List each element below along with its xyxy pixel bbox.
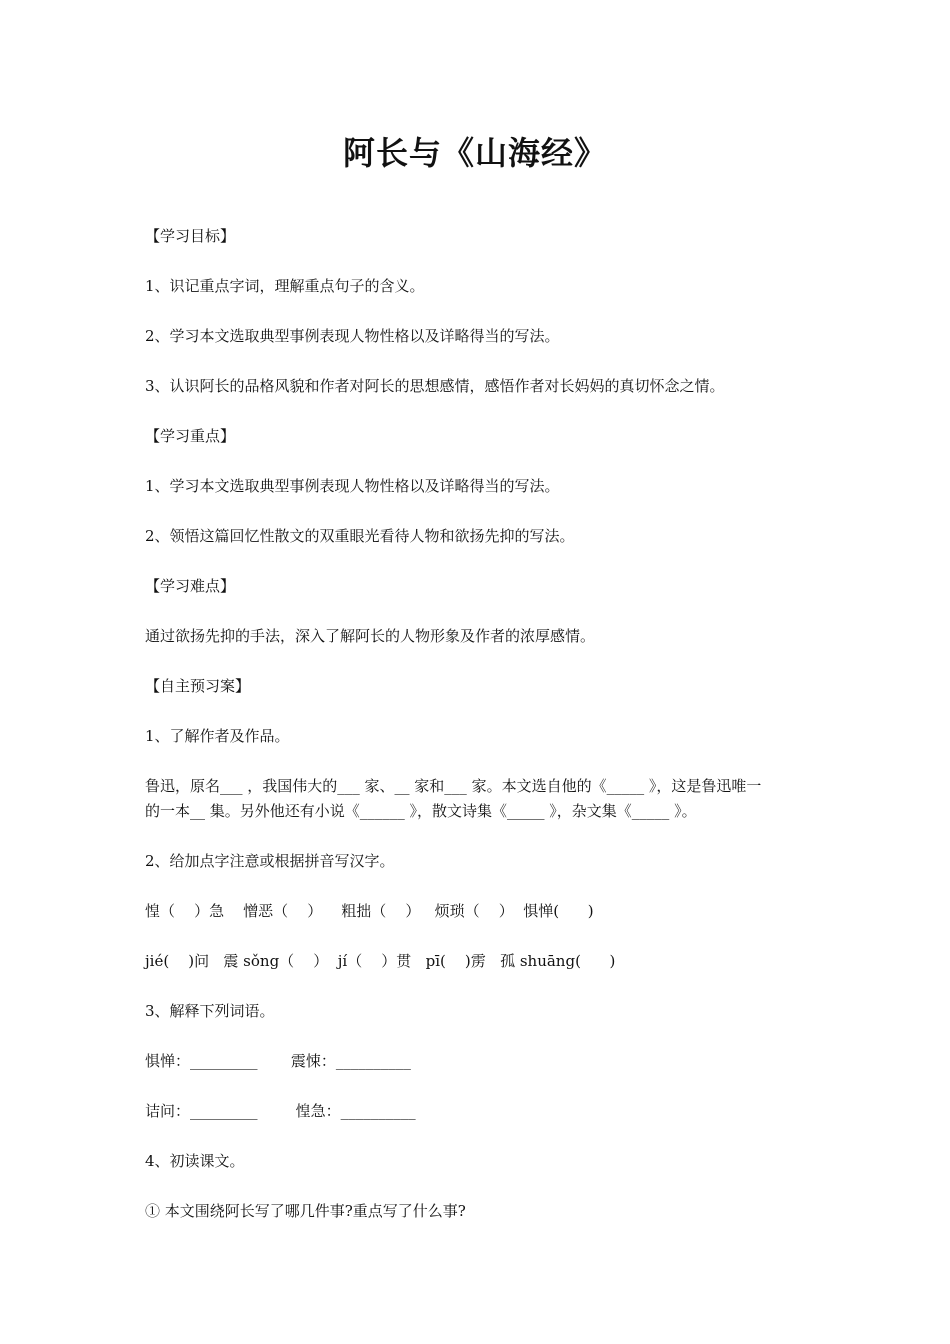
preview-item-3: 3、解释下列词语。	[145, 1002, 275, 1020]
goal-item-2: 2、学习本文选取典型事例表现人物性格以及详略得当的写法。	[145, 327, 560, 345]
pinyin-exercise-line-2: jié( )问 震 sǒng（ ） jí（ ）贯 pī( )雳 孤 shuāng( )	[145, 952, 616, 970]
preview-item-2: 2、给加点字注意或根据拼音写汉字。	[145, 852, 395, 870]
section-heading-goals: 【学习目标】	[145, 227, 236, 245]
goal-item-3: 3、认识阿长的品格风貌和作者对阿长的思想感情，感悟作者对长妈妈的真切怀念之情。	[145, 377, 725, 395]
preview-item-1: 1、了解作者及作品。	[145, 727, 290, 745]
document-body	[145, 224, 815, 1249]
author-fill-in-line-1: 鲁迅，原名___ ，我国伟大的___ 家、__ 家和___ 家。本文选自他的《_____ 》，这是鲁迅唯一	[145, 777, 762, 795]
section-heading-difficulty: 【学习难点】	[145, 577, 236, 595]
focus-item-1: 1、学习本文选取典型事例表现人物性格以及详略得当的写法。	[145, 477, 560, 495]
vocab-exercise-line-2: 诘问：_________ 惶急：__________	[145, 1102, 416, 1120]
preview-item-4: 4、初读课文。	[145, 1152, 245, 1170]
reading-question-1: ① 本文围绕阿长写了哪几件事?重点写了什么事?	[145, 1202, 466, 1220]
goal-item-1: 1、识记重点字词，理解重点句子的含义。	[145, 277, 425, 295]
difficulty-item-1: 通过欲扬先抑的手法，深入了解阿长的人物形象及作者的浓厚感情。	[145, 627, 596, 645]
section-heading-focus: 【学习重点】	[145, 427, 236, 445]
author-fill-in-line-2: 的一本__ 集。另外他还有小说《______ 》，散文诗集《_____ 》，杂文集《_____ 》。	[145, 802, 697, 820]
page-title: 阿长与《山海经》	[342, 134, 607, 172]
author-fill-in-paragraph	[145, 774, 815, 824]
section-heading-preview: 【自主预习案】	[145, 677, 251, 695]
focus-item-2: 2、领悟这篇回忆性散文的双重眼光看待人物和欲扬先抑的写法。	[145, 527, 575, 545]
vocab-exercise-line-1: 惧惮：_________ 震悚：__________	[145, 1052, 411, 1070]
pinyin-exercise-line-1: 惶（ ）急 憎恶（ ） 粗拙（ ） 烦琐（ ） 惧惮( )	[145, 902, 594, 920]
